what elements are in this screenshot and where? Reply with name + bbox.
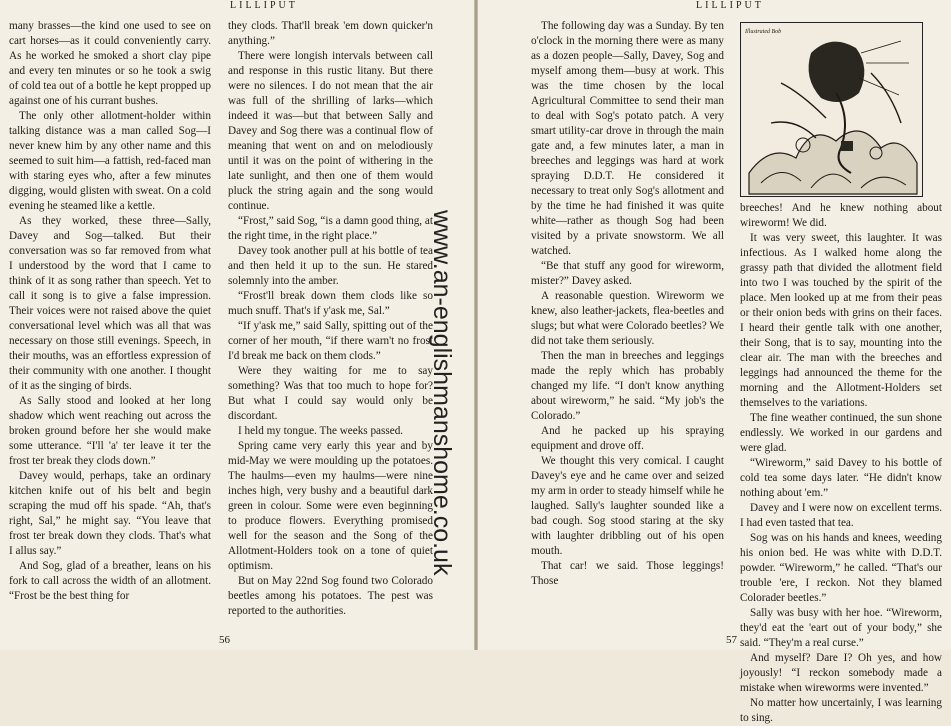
watermark-url: www.an-englishmanshome.co.uk: [428, 210, 456, 576]
paragraph: Sog was on his hands and knees, weeding his onion bed. He was white with D.D.T. powder. “Wireworm,” he called. “That's our trouble 'ere, I reckon. Not they blamed Colorader beetles.”: [740, 532, 942, 604]
right-page: [478, 0, 951, 724]
paragraph: Then the man in breeches and leggings made the reply which has probably changed my life. “I don't know anything about wireworm,” he said. “My job's the Colorado.”: [531, 350, 724, 422]
column-3: [531, 19, 724, 589]
paragraph: I held my tongue. The weeks passed.: [238, 425, 404, 437]
paragraph: There were longish intervals between call and response in this rustic litany. But there were no silences. I do not mean that the air was full of the shrilling of larks—which indeed it was—but that between Sally and Davey and Sog there was a continual flow of meaning that went on and on melodiously until it was on the point of withering in the late sunlight, and then one of them would pluck the string again and the song would continue.: [228, 50, 433, 212]
column-1: [9, 19, 211, 604]
paragraph: breeches! And he knew nothing about wireworm! We did.: [740, 202, 942, 229]
paragraph: “Be that stuff any good for wireworm, mister?” Davey asked.: [531, 260, 724, 287]
paragraph: “Wireworm,” said Davey to his bottle of cold tea some days later. “He didn't know nothing about 'em.”: [740, 457, 942, 499]
paragraph: We thought this very comical. I caught Davey's eye and he came over and seized my arm in order to steady himself while he laughed. Sally's laughter sounded like a bad cough. Sog stood staring at the sky with laughter dribbling out of his open mouth.: [531, 455, 724, 557]
paragraph: “Frost'll break down them clods like so much snuff. That's if y'ask me, Sal.”: [228, 290, 433, 317]
paragraph: And he packed up his spraying equipment and drove off.: [531, 425, 724, 452]
paragraph: Davey and I were now on excellent terms. I had even tasted that tea.: [740, 502, 942, 529]
paragraph: And myself? Dare I? Oh yes, and how joyously! “I reckon somebody made a mistake when wireworms were invented.”: [740, 652, 942, 694]
illustration-drawing: [741, 23, 922, 196]
page-number-right: 57: [726, 634, 737, 646]
paragraph: Spring came very early this year and by mid-May we were moulding up the potatoes. The haulms—even my haulms—were nine inches high, very bushy and a beautiful dark green in colour. Some were even beginning to produce flowers. Everything promised well for the season and the Song of the Allotment-Holders took on a tone of quiet optimism.: [228, 440, 433, 572]
paragraph: But on May 22nd Sog found two Colorado beetles among his potatoes. The pest was reported to the authorities.: [228, 575, 433, 617]
paragraph: The following day was a Sunday. By ten o'clock in the morning there were as many as a dozen people—Sally, Davey, Sog and myself among them—busy at work. This was the time chosen by the local Agricultural Committee to send their man to deal with Sog's potato patch. A very smart utility-car drove in through the main gate and, a few minutes later, a man in breeches and leggings was hard at work spraying D.D.T. He considered it necessary to treat only Sog's allotment and by the time he had finished it was quite white—rather as though Sog had been visited by a private snowstorm. We all watched.: [531, 20, 724, 257]
column-4: [740, 19, 942, 726]
paragraph: “Frost,” said Sog, “is a damn good thing, at the right time, in the right place.”: [228, 215, 433, 242]
running-head-right: LILLIPUT: [696, 0, 764, 11]
left-page: [0, 0, 474, 650]
paragraph: A reasonable question. Wireworm we knew, also leather-jackets, flea-beetles and slugs; but what were Colorado beetles? We did not take them seriously.: [531, 290, 724, 347]
paragraph: they clods. That'll break 'em down quicker'n anything.”: [228, 20, 433, 47]
paragraph: That car! we said. Those leggings! Those: [531, 560, 724, 587]
paragraph: “If y'ask me,” said Sally, spitting out of the corner of her mouth, “if there warn't no frost I'd break me back on them clods.”: [228, 320, 433, 362]
paragraph: It was very sweet, this laughter. It was infectious. As I walked home along the grassy path that divided the allotment field into two I was touched by the spirit of the place. Men looked up at me from their peas or their onion beds with grins on their faces. I heard their gentle talk with one another, their Song, that is to say, mounting into the clear air. The man with the breeches and leggings had announced the theme for the morning and the Allotment-Holders set themselves to the variations.: [740, 232, 942, 409]
paragraph: Sally was busy with her hoe. “Wireworm, they'd eat the 'eart out of your body,” she said. “They'm a real curse.”: [740, 607, 942, 649]
woodcut-illustration: [740, 22, 923, 197]
paragraph: Were they waiting for me to say something? Was that too much to hope for? But what I could say would only be discordant.: [228, 365, 433, 422]
paragraph: The only other allotment-holder within talking distance was a man called Sog—I never knew him by any other name and this seemed to suit him—a fattish, red-faced man with staring eyes who, after a few minutes digging, would glisten with sweat. On a cold evening he steamed like a kettle.: [9, 110, 211, 212]
page-number-left: 56: [219, 634, 230, 646]
paragraph: As Sally stood and looked at her long shadow which went reaching out across the broken ground before her she would make some utterance. “I'll 'a' ter leave it ter the frost ter break they clods down.”: [9, 395, 211, 467]
running-head-left: LILLIPUT: [230, 0, 298, 11]
paragraph: And Sog, glad of a breather, leans on his fork to call across the width of an allotment. “Frost be the best thing for: [9, 560, 211, 602]
paragraph: Davey would, perhaps, take an ordinary kitchen knife out of his belt and begin scraping the mud off his spade. “Ah, that's right, Sal,” he might say. “You leave that frost ter break down they clods. That's what I allus say.”: [9, 470, 211, 557]
paragraph: Davey took another pull at his bottle of tea and then held it up to the sun. He stared solemnly into the amber.: [228, 245, 433, 287]
paragraph: No matter how uncertainly, I was learning to sing.: [740, 697, 942, 724]
paragraph: As they worked, these three—Sally, Davey and Sog—talked. But their conversation was so far removed from what I understood by the word that I came to think of it as song rather than speech. Yet to call it song is to give a false impression. Their voices were not raised above the quiet conversational level which was all that was necessary on those still evenings. Speech, in their mouths, was an effortless expression of their community with one another. I thought of it as the singing of birds.: [9, 215, 211, 392]
paragraph: The fine weather continued, the sun shone endlessly. We worked in our gardens and were glad.: [740, 412, 942, 454]
illustration-caption: Illustrated Bob: [745, 29, 782, 35]
column-2: [228, 19, 433, 619]
paragraph: many brasses—the kind one used to see on cart horses—as it could conveniently carry. As he worked he smoked a short clay pipe and every ten minutes or so he took a swig of cold tea out of a bottle he kept propped up against one of his currant bushes.: [9, 20, 211, 107]
